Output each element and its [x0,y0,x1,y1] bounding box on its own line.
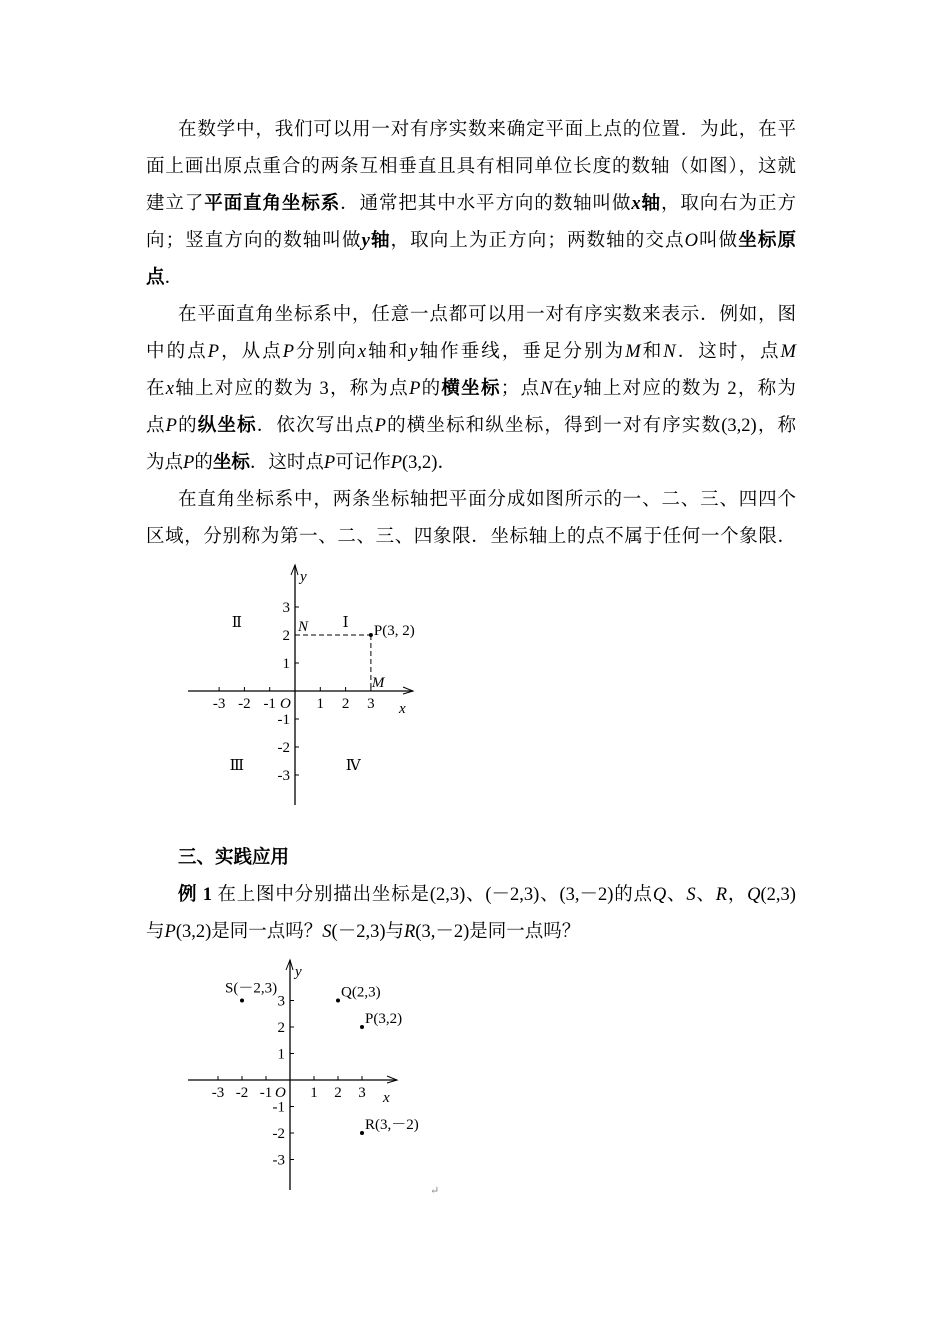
text-run: 的 [420,379,442,399]
text-run: 轴作垂线，垂足分别为 [417,342,626,362]
math-symbol: y [573,379,582,399]
x-tick-label: -1 [259,1085,273,1101]
y-tick-label: -2 [277,740,290,756]
y-axis-label: y [300,569,307,585]
math-symbol: Q [652,885,667,905]
text-run: ， [727,885,748,905]
text-run: ，取向右为正方 [660,194,796,214]
x-tick-label: 1 [316,696,325,712]
text-run: ． [164,268,184,288]
bold-term: x [631,194,641,214]
text-run: 轴上对应的数为 3，称为点 [173,379,410,399]
bold-term: 例 1 [178,885,212,905]
math-symbol: M [780,342,796,362]
text-run: 、 [695,885,716,905]
math-symbol: P [374,416,386,436]
math-symbol: P [183,453,195,473]
point-marker [369,633,373,637]
bold-term: 坐标原 [738,231,796,251]
y-tick-label: -3 [277,768,290,784]
text-run: ，从点 [219,342,283,362]
math-symbol: P [390,453,403,473]
point-label: P(3,2) [365,1011,403,1027]
x-tick-label: 2 [334,1085,342,1101]
text-run: 在上图中分别描出坐标是(2,3)、(－2,3)、(3,－2)的点 [212,885,653,905]
quadrant-label: Ⅳ [345,757,361,774]
math-symbol: P [323,453,336,473]
text-run: 在平面直角坐标系中，任意一点都可以用一对有序实数来表示．例如，图 [178,305,796,325]
math-symbol: S [322,922,332,942]
text-run: 面上画出原点重合的两条互相垂直且具有相同单位长度的数轴（如图），这就 [146,157,796,177]
text-run: 的横坐标和纵坐标，得到一对有序实数(3,2)，称 [385,416,796,436]
foot-label-n: N [298,619,309,635]
math-symbol: P [409,379,421,399]
math-symbol: S [686,885,696,905]
bold-term: 坐标 [212,453,250,473]
point-label: R(3,－2) [365,1117,419,1133]
y-axis-label: y [295,964,302,980]
text-run: ．这时点 [249,453,324,473]
text-run: 为点 [146,453,184,473]
text-run: 中的点 [146,342,208,362]
text-run: 在直角坐标系中，两条坐标轴把平面分成如图所示的一、二、三、四四个 [178,490,796,510]
x-tick-label: -2 [238,696,251,712]
text-run: 、 [666,885,687,905]
text-run: ．依次写出点 [256,416,375,436]
x-tick-label: -2 [235,1085,249,1101]
math-symbol: R [403,922,416,942]
text-run: 建立了 [146,194,205,214]
math-symbol: O [684,231,698,251]
math-symbol: R [715,885,728,905]
math-symbol: P [165,416,177,436]
bold-term: y [361,231,370,251]
y-tick-label: 3 [277,993,285,1010]
quadrant-label: Ⅰ [342,615,349,631]
bold-term: 三、实践应用 [178,848,290,868]
point-label: Q(2,3) [341,984,381,1001]
y-tick-label: -1 [272,1099,285,1116]
text-run: ；点 [500,379,541,399]
bold-term: 点 [146,268,165,288]
text-run: 叫做 [697,231,739,251]
text-run: 轴和 [366,342,410,362]
text-run: 向；竖直方向的数轴叫做 [146,231,362,251]
y-tick-label: -3 [272,1152,285,1169]
x-tick-label: -1 [263,696,276,712]
y-tick-label: 3 [282,600,290,616]
math-symbol: N [540,379,553,399]
text-run: (2,3) [760,885,796,905]
text-run: 点 [146,416,166,436]
point-marker [336,999,340,1003]
math-symbol: y [409,342,418,362]
y-tick-label: 1 [282,656,290,672]
text-run: 在 [146,379,166,399]
point-marker [240,999,244,1003]
text-run: 与 [146,922,165,942]
math-symbol: x [165,379,174,399]
text-run: 可记作 [335,453,391,473]
x-tick-label: 1 [310,1085,318,1101]
math-symbol: x [357,342,367,362]
x-axis-label: x [399,701,406,717]
math-symbol: P [207,342,220,362]
text-run: ．这时，点 [675,342,781,362]
quadrant-label: Ⅱ [231,615,242,631]
point-label: P(3, 2) [373,623,415,639]
x-tick-label: 3 [358,1085,366,1101]
text-run: (3,－2)是同一点吗？ [415,922,581,942]
math-symbol: M [625,342,641,362]
text-run: 和 [640,342,664,362]
text-run: 区域，分别称为第一、二、三、四象限．坐标轴上的点不属于任何一个象限． [146,527,796,547]
quadrant-label: Ⅲ [229,757,245,774]
bold-term: 轴 [640,194,661,214]
y-tick-label: 1 [277,1046,285,1063]
math-symbol: N [663,342,676,362]
bold-term: 纵坐标 [197,416,257,436]
bold-term: 平面直角坐标系 [204,194,341,214]
y-tick-label: 2 [282,628,290,644]
bold-term: 轴 [369,231,391,251]
y-tick-label: -2 [272,1126,285,1142]
text-run: ，取向上为正方向；两数轴的交点 [390,231,685,251]
paragraph-return-mark: ↵ [430,1185,440,1197]
x-tick-label: -3 [211,1085,225,1101]
math-symbol: Q [747,885,761,905]
point-marker [360,1131,364,1135]
math-symbol: P [282,342,295,362]
origin-label: O [280,696,291,712]
bold-term: 横坐标 [441,379,501,399]
origin-label: O [275,1085,286,1101]
text-run: 轴上对应的数为 2，称为 [581,379,796,399]
text-run: 的 [194,453,213,473]
text-run: (3,2)． [402,453,456,473]
x-axis-label: x [383,1090,390,1106]
foot-label-m: M [371,675,385,691]
x-tick-label: -3 [212,696,226,712]
math-symbol: P [164,922,176,942]
x-tick-label: 3 [367,696,375,712]
point-label: S(－2,3) [225,980,278,997]
y-tick-label: 2 [277,1020,285,1036]
point-marker [360,1025,364,1029]
text-run: 在数学中，我们可以用一对有序实数来确定平面上点的位置．为此，在平 [178,120,796,140]
text-run: (3,2)是同一点吗？ [175,922,323,942]
text-run: 的 [176,416,198,436]
x-tick-label: 2 [341,696,350,712]
text-run: 分别向 [294,342,358,362]
text-run: 在 [552,379,574,399]
text-run: ．通常把其中水平方向的数轴叫做 [340,194,632,214]
text-run: (－2,3)与 [331,922,404,942]
y-tick-label: -1 [277,712,290,728]
